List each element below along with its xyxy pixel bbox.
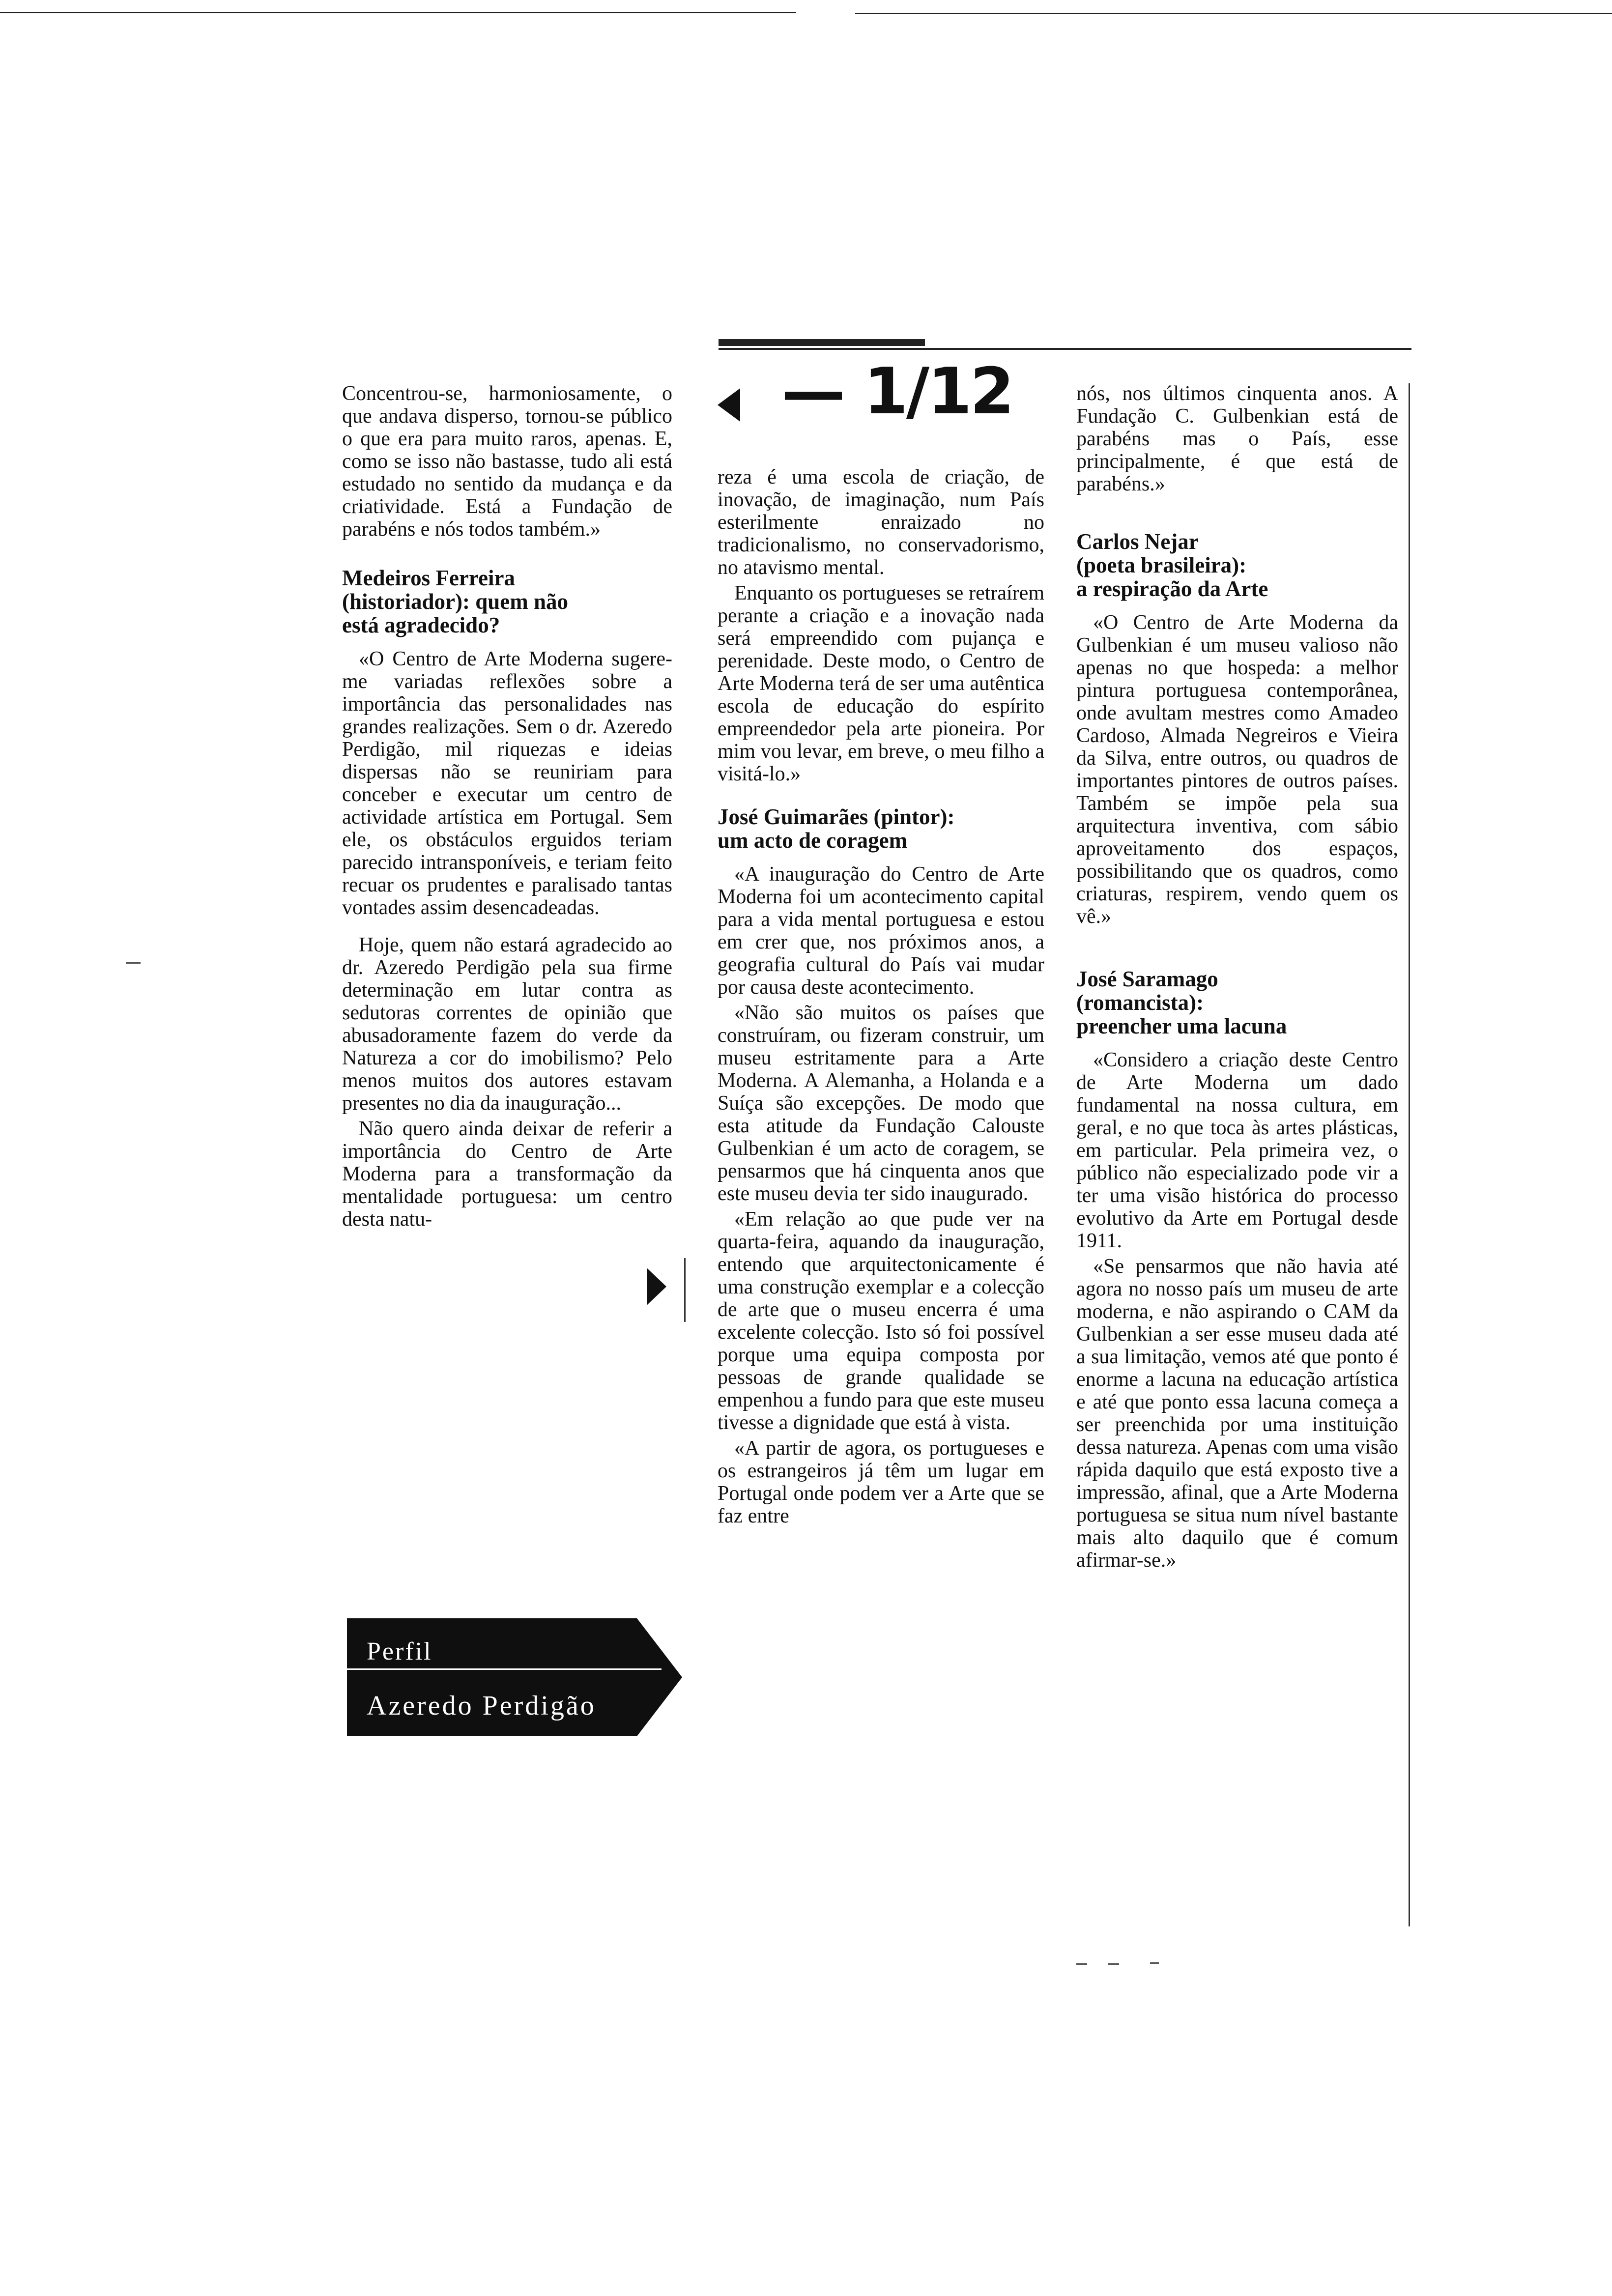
scan-mark	[1108, 1963, 1119, 1965]
heading-line: (poeta brasileira):	[1076, 553, 1247, 577]
header-rule-thin	[719, 348, 1411, 350]
column-divider	[684, 1258, 686, 1322]
top-rule-left	[0, 12, 796, 13]
perfil-arrow-tip	[637, 1618, 682, 1736]
perfil-name: Azeredo Perdigão	[367, 1691, 596, 1721]
heading-line: (romancista):	[1076, 990, 1204, 1015]
col2-paragraph: «Em relação ao que pude ver na quarta-feira, aquando da inauguração, entendo que arquitectonicamente é uma construção exemplar e a colecção de arte que o museu encerra é uma excelente colecção. Isto só foi possível porque uma equipa composta por pessoas de grande qualidade se empenhou a fundo para que este museu tivesse a dignidade que está à vista.	[718, 1208, 1044, 1434]
col3-paragraph: «O Centro de Arte Moderna da Gulbenkian é um museu valioso não apenas no que hospeda: a melhor pintura portuguesa contemporânea, onde avultam mestres como Amadeo Cardoso, Almada Negreiros e Vieira da Silva, entre outros, ou quadros de importantes pintores de outros países. Também se impõe pela sua arquitectura inventiva, com sábio aproveitamento dos espaços, possibilitando que os quadros, como criaturas, respirem, vendo quem os vê.»	[1076, 611, 1398, 928]
top-rule-right	[855, 13, 1612, 14]
col1-intro-paragraph: Concentrou-se, harmoniosamente, o que andava disperso, tornou-se público o que era para muito raros, apenas. E, como se isso não bastasse, tudo ali está estudado no sentido da mudança e da criatividade. Está a Fundação de parabéns e nós todos também.»	[342, 382, 672, 541]
heading-line: José Saramago	[1076, 967, 1218, 991]
scan-mark	[1150, 1962, 1159, 1964]
heading-line: (historiador): quem não	[342, 589, 568, 614]
col1-paragraph: Não quero ainda deixar de referir a importância do Centro de Arte Moderna para a transformação da mentalidade portuguesa: um centro desta natu-	[342, 1118, 672, 1231]
perfil-divider	[347, 1668, 662, 1670]
heading-line: Medeiros Ferreira	[342, 566, 515, 590]
col3-section2-heading	[1076, 967, 1398, 1038]
col2-paragraph: «A inauguração do Centro de Arte Moderna foi um acontecimento capital para a vida mental portuguesa e estou em crer que, nos próximos anos, a geografia cultural do País vai mudar por causa deste acontecimento.	[718, 863, 1044, 999]
col3-intro-paragraph: nós, nos últimos cinquenta anos. A Fundação C. Gulbenkian está de parabéns mas o País, esse principalmente, é que está de parabéns.»	[1076, 382, 1398, 495]
column-1	[342, 382, 672, 1234]
col3-section1-heading	[1076, 530, 1398, 601]
heading-line: preencher uma lacuna	[1076, 1014, 1287, 1038]
col2-intro-paragraph: reza é uma escola de criação, de inovação, de imaginação, num País esterilmente enraizado no tradicionalismo, no conservadorismo, no atavismo mental.	[718, 466, 1044, 579]
col3-paragraph: «Se pensarmos que não havia até agora no nosso país um museu de arte moderna, e não aspirando o CAM da Gulbenkian a ser esse museu dada até a sua limitação, vemos até que ponto é enorme a lacuna na educação artística e até que ponto essa lacuna começa a ser preenchida por uma instituição dessa natureza. Apenas com uma visão rápida daquilo que está exposto tive a impressão, afinal, que a Arte Moderna portuguesa se situa num nível bastante mais alto daquilo que é comum afirmar-se.»	[1076, 1255, 1398, 1572]
column-3	[1076, 382, 1398, 1575]
col2-paragraph: «A partir de agora, os portugueses e os estrangeiros já têm um lugar em Portugal onde podem ver a Arte que se faz entre	[718, 1437, 1044, 1527]
heading-line: Carlos Nejar	[1076, 529, 1199, 554]
heading-line: José Guimarães (pintor):	[718, 804, 955, 829]
left-arrow-icon	[718, 388, 740, 422]
heading-line: está agradecido?	[342, 613, 500, 637]
header-rule-thick	[719, 339, 925, 346]
perfil-label: Perfil	[367, 1637, 432, 1665]
scan-mark	[1076, 1963, 1087, 1965]
col1-paragraph: «O Centro de Arte Moderna sugere-me variadas reflexões sobre a importância das personalidades nas grandes realizações. Sem o dr. Azeredo Perdigão, mil riquezas e ideias dispersas não se reuniriam para conceber e executar um centro de actividade artística em Portugal. Sem ele, os obstáculos erguidos teriam parecido intransponíveis, e teriam feito recuar os prudentes e paralisado tantas vontades assim desencadeadas.	[342, 648, 672, 919]
heading-line: a respiração da Arte	[1076, 576, 1268, 601]
continue-arrow-icon	[647, 1268, 666, 1305]
handwritten-mark: — 1/12	[781, 354, 1013, 429]
column-2	[718, 466, 1044, 1530]
col2-section1-heading	[718, 805, 1044, 852]
scan-mark	[126, 962, 141, 964]
col1-section1-heading	[342, 566, 672, 637]
heading-line: um acto de coragem	[718, 828, 908, 853]
col2-paragraph: «Não são muitos os países que construíram, ou fizeram construir, um museu estritamente para a Arte Moderna. A Alemanha, a Holanda e a Suíça são excepções. De modo que esta atitude da Fundação Calouste Gulbenkian é um acto de coragem, se pensarmos que há cinquenta anos que este museu devia ter sido inaugurado.	[718, 1002, 1044, 1205]
col2-intro-paragraph: Enquanto os portugueses se retraírem perante a criação e a inovação nada será empreendido com pujança e perenidade. Deste modo, o Centro de Arte Moderna terá de ser uma autêntica escola de educação do espírito empreendedor pela arte pioneira. Por mim vou levar, em breve, o meu filho a visitá-lo.»	[718, 582, 1044, 785]
col1-paragraph: Hoje, quem não estará agradecido ao dr. Azeredo Perdigão pela sua firme determinação em lutar contra as sedutoras correntes de opinião que abusadoramente fazem do verde da Natureza a cor do imobilismo? Pelo menos muitos dos autores estavam presentes no dia da inauguração...	[342, 934, 672, 1115]
col3-paragraph: «Considero a criação deste Centro de Arte Moderna um dado fundamental na nossa cultura, em geral, e no que toca às artes plásticas, em particular. Pela primeira vez, o público não especializado pode vir a ter uma visão histórica do processo evolutivo da Arte em Portugal desde 1911.	[1076, 1049, 1398, 1252]
column-3-border	[1409, 383, 1410, 1926]
